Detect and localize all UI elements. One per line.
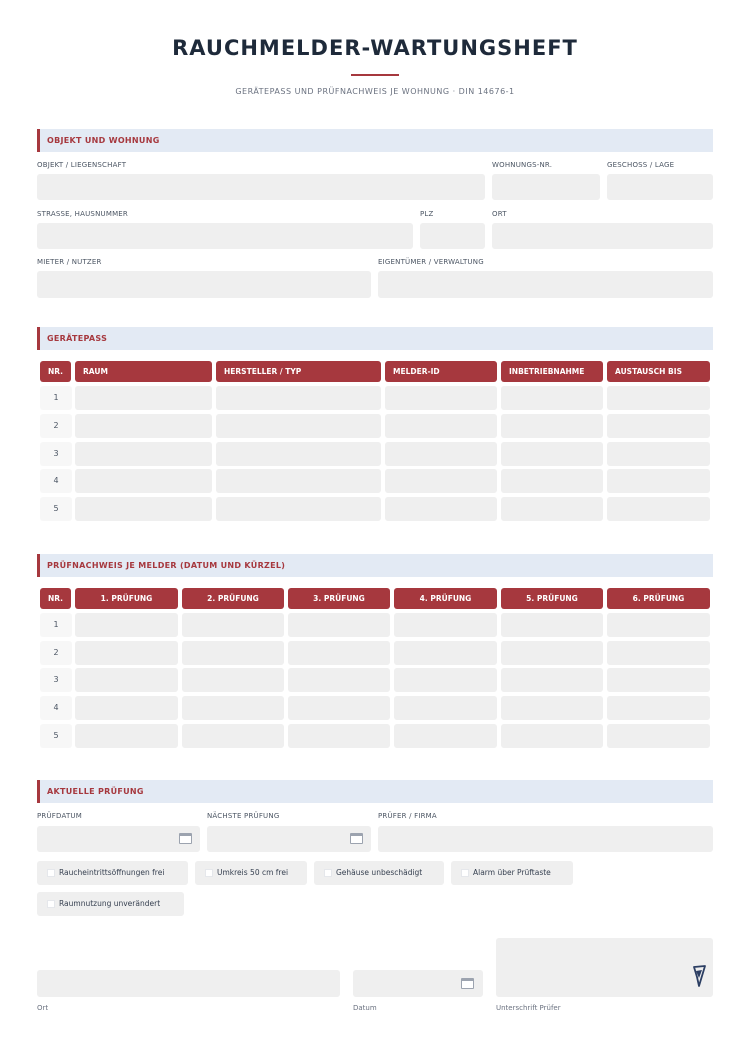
table-cell[interactable]: [216, 386, 381, 410]
table-cell[interactable]: [607, 414, 710, 438]
table-cell[interactable]: [607, 469, 710, 493]
page-subtitle: GERÄTEPASS UND PRÜFNACHWEIS JE WOHNUNG · DIN 14676-1: [235, 87, 515, 96]
checkbox-icon[interactable]: [324, 869, 332, 877]
inspection-date-field[interactable]: [37, 826, 200, 852]
inspection-header-2: 2. PRÜFUNG: [182, 588, 284, 609]
property-label: OBJEKT / LIEGENSCHAFT: [37, 161, 127, 169]
table-cell[interactable]: [394, 696, 497, 720]
section-title: PRÜFNACHWEIS JE MELDER (DATUM UND KÜRZEL): [47, 561, 286, 570]
device-header-manufacturer: HERSTELLER / TYP: [216, 361, 381, 382]
checkbox-label: Gehäuse unbeschädigt: [336, 868, 423, 877]
floor-label: GESCHOSS / LAGE: [607, 161, 675, 169]
inspection-date-label: PRÜFDATUM: [37, 812, 82, 820]
table-row-number: 2: [40, 414, 72, 438]
section-title: GERÄTEPASS: [47, 334, 108, 343]
table-cell[interactable]: [501, 497, 603, 521]
table-row-number: 1: [40, 386, 72, 410]
table-cell[interactable]: [501, 414, 603, 438]
table-cell[interactable]: [607, 442, 710, 466]
section-header-device-pass: [37, 327, 713, 350]
zip-field[interactable]: [420, 223, 485, 249]
section-header-current-inspection: [37, 780, 713, 803]
section-header-inspection-log: [37, 554, 713, 577]
table-cell[interactable]: [501, 386, 603, 410]
table-cell[interactable]: [75, 414, 212, 438]
table-cell[interactable]: [607, 613, 710, 637]
table-cell[interactable]: [501, 613, 603, 637]
table-cell[interactable]: [385, 497, 497, 521]
checkbox-housing[interactable]: [314, 861, 444, 885]
inspection-header-nr: NR.: [40, 588, 71, 609]
device-header-replace-by: AUSTAUSCH BIS: [607, 361, 710, 382]
inspection-header-6: 6. PRÜFUNG: [607, 588, 710, 609]
checkbox-smoke-openings[interactable]: [37, 861, 188, 885]
checkbox-label: Alarm über Prüftaste: [473, 868, 551, 877]
table-cell[interactable]: [75, 613, 178, 637]
place-field[interactable]: [37, 970, 340, 997]
table-cell[interactable]: [75, 469, 212, 493]
street-label: STRASSE, HAUSNUMMER: [37, 210, 128, 218]
table-cell[interactable]: [75, 668, 178, 692]
table-cell[interactable]: [75, 442, 212, 466]
tenant-field[interactable]: [37, 271, 371, 298]
date-field[interactable]: [353, 970, 483, 997]
table-row-number: 5: [40, 724, 72, 748]
table-cell[interactable]: [288, 724, 390, 748]
street-field[interactable]: [37, 223, 413, 249]
title-divider: [351, 74, 399, 76]
table-cell[interactable]: [501, 641, 603, 665]
apartment-no-field[interactable]: [492, 174, 600, 200]
table-cell[interactable]: [288, 613, 390, 637]
table-cell[interactable]: [501, 696, 603, 720]
property-field[interactable]: [37, 174, 485, 200]
section-title: OBJEKT UND WOHNUNG: [47, 136, 160, 145]
table-cell[interactable]: [182, 641, 284, 665]
table-cell[interactable]: [607, 668, 710, 692]
device-header-commissioning: INBETRIEBNAHME: [501, 361, 603, 382]
section-header-object: [37, 129, 713, 152]
table-row-number: 3: [40, 668, 72, 692]
inspector-label: PRÜFER / FIRMA: [378, 812, 437, 820]
table-cell[interactable]: [607, 696, 710, 720]
table-cell[interactable]: [182, 696, 284, 720]
table-cell[interactable]: [501, 724, 603, 748]
table-row-number: 4: [40, 696, 72, 720]
owner-field[interactable]: [378, 271, 713, 298]
table-cell[interactable]: [394, 668, 497, 692]
table-cell[interactable]: [288, 668, 390, 692]
calendar-icon[interactable]: [179, 833, 192, 844]
city-label: ORT: [492, 210, 507, 218]
table-row-number: 2: [40, 641, 72, 665]
table-cell[interactable]: [385, 469, 497, 493]
table-cell[interactable]: [75, 724, 178, 748]
table-cell[interactable]: [385, 414, 497, 438]
table-cell[interactable]: [607, 641, 710, 665]
checkbox-icon[interactable]: [47, 900, 55, 908]
table-row-number: 1: [40, 613, 72, 637]
checkbox-label: Raucheintrittsöffnungen frei: [59, 868, 165, 877]
table-row-number: 3: [40, 442, 72, 466]
table-cell[interactable]: [607, 724, 710, 748]
signature-field[interactable]: [496, 938, 713, 997]
inspection-header-5: 5. PRÜFUNG: [501, 588, 603, 609]
table-cell[interactable]: [501, 469, 603, 493]
calendar-icon[interactable]: [461, 978, 474, 989]
table-cell[interactable]: [75, 386, 212, 410]
inspection-header-3: 3. PRÜFUNG: [288, 588, 390, 609]
table-cell[interactable]: [607, 386, 710, 410]
table-row-number: 5: [40, 497, 72, 521]
table-cell[interactable]: [216, 469, 381, 493]
table-cell[interactable]: [394, 641, 497, 665]
table-cell[interactable]: [75, 641, 178, 665]
device-header-room: RAUM: [75, 361, 212, 382]
signature-label: Unterschrift Prüfer: [496, 1004, 561, 1012]
checkbox-icon[interactable]: [47, 869, 55, 877]
floor-field[interactable]: [607, 174, 713, 200]
table-cell[interactable]: [501, 668, 603, 692]
calendar-icon[interactable]: [350, 833, 363, 844]
pen-nib-icon: [691, 964, 708, 988]
table-cell[interactable]: [607, 497, 710, 521]
table-cell[interactable]: [288, 696, 390, 720]
place-label: Ort: [37, 1004, 49, 1012]
city-field[interactable]: [492, 223, 713, 249]
zip-label: PLZ: [420, 210, 434, 218]
inspection-header-4: 4. PRÜFUNG: [394, 588, 497, 609]
checkbox-label: Umkreis 50 cm frei: [217, 868, 289, 877]
table-cell[interactable]: [394, 613, 497, 637]
table-row-number: 4: [40, 469, 72, 493]
table-cell[interactable]: [75, 696, 178, 720]
device-header-nr: NR.: [40, 361, 71, 382]
tenant-label: MIETER / NUTZER: [37, 258, 102, 266]
table-cell[interactable]: [182, 613, 284, 637]
table-cell[interactable]: [385, 442, 497, 466]
owner-label: EIGENTÜMER / VERWALTUNG: [378, 258, 484, 266]
section-title: AKTUELLE PRÜFUNG: [47, 787, 144, 796]
table-cell[interactable]: [216, 414, 381, 438]
table-cell[interactable]: [385, 386, 497, 410]
checkbox-alarm-test[interactable]: [451, 861, 573, 885]
next-inspection-field[interactable]: [207, 826, 371, 852]
table-cell[interactable]: [182, 724, 284, 748]
checkbox-clearance[interactable]: [195, 861, 307, 885]
checkbox-icon[interactable]: [205, 869, 213, 877]
date-label: Datum: [353, 1004, 377, 1012]
inspection-header-1: 1. PRÜFUNG: [75, 588, 178, 609]
next-inspection-label: NÄCHSTE PRÜFUNG: [207, 812, 280, 820]
inspector-field[interactable]: [378, 826, 713, 852]
table-cell[interactable]: [216, 442, 381, 466]
table-cell[interactable]: [288, 641, 390, 665]
device-header-detector-id: MELDER-ID: [385, 361, 497, 382]
checkbox-room-usage[interactable]: [37, 892, 184, 916]
apartment-no-label: WOHNUNGS-NR.: [492, 161, 553, 169]
page-title: RAUCHMELDER-WARTUNGSHEFT: [172, 36, 578, 60]
table-cell[interactable]: [501, 442, 603, 466]
checkbox-label: Raumnutzung unverändert: [59, 899, 161, 908]
table-cell[interactable]: [75, 497, 212, 521]
table-cell[interactable]: [216, 497, 381, 521]
table-cell[interactable]: [394, 724, 497, 748]
table-cell[interactable]: [182, 668, 284, 692]
checkbox-icon[interactable]: [461, 869, 469, 877]
